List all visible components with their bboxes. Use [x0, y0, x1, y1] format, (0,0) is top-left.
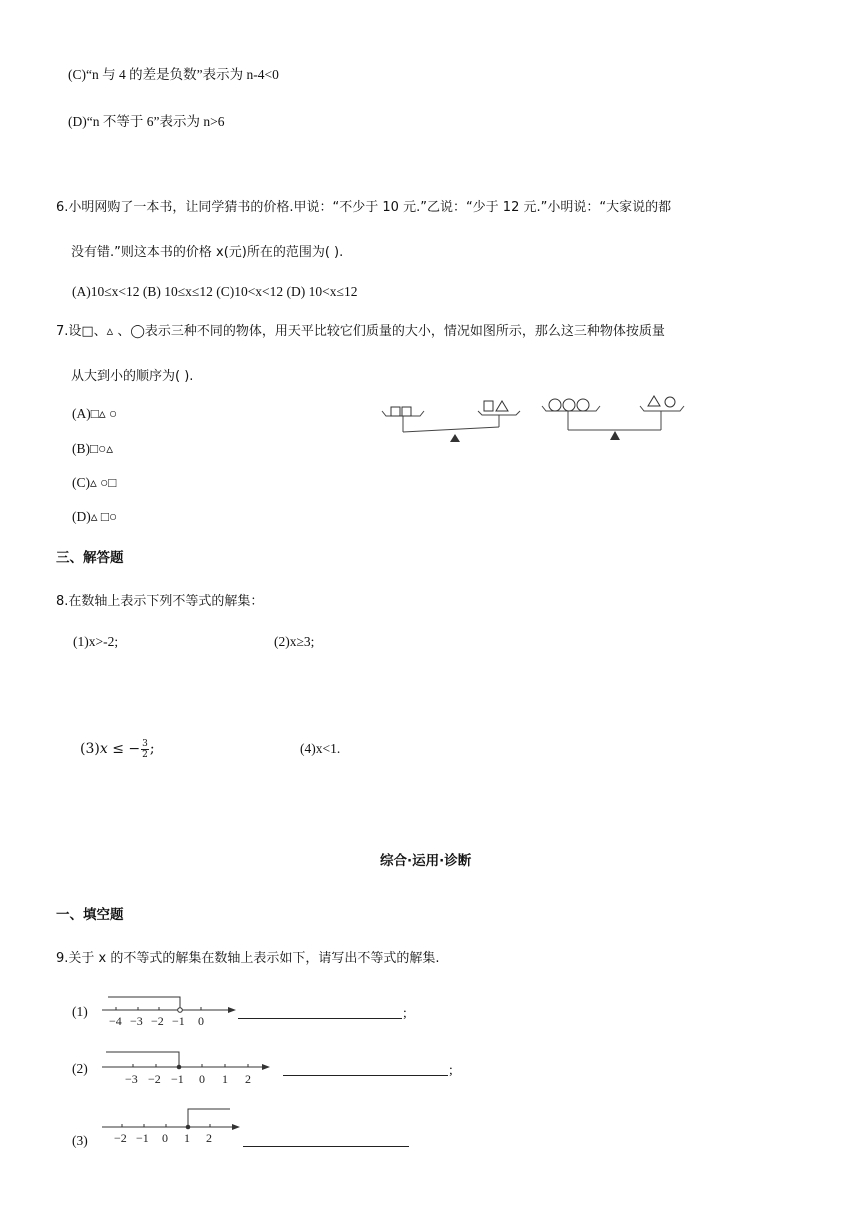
axis3-tick-label: 1 [184, 1131, 190, 1145]
q9-answer-blank-2[interactable] [283, 1075, 448, 1076]
axis1-tick-label: −2 [151, 1014, 164, 1028]
axis2-tick-label: 2 [245, 1072, 251, 1086]
q9-semicolon-1: ; [403, 1005, 407, 1020]
axis2-tick-label: −3 [125, 1072, 138, 1086]
axis1-tick-label: −1 [172, 1014, 185, 1028]
q9-stem: 9.关于 x 的不等式的解集在数轴上表示如下，请写出不等式的解集. [56, 951, 440, 966]
q8-item-2: (2)x≥3; [274, 634, 315, 649]
number-line-1 [100, 992, 250, 1032]
axis1-tick-label: −3 [130, 1014, 143, 1028]
axis2-tick-label: −1 [171, 1072, 184, 1086]
q9-label-3: (3) [72, 1133, 88, 1148]
fraction-denominator: 2 [142, 749, 148, 760]
q5-option-c: (C)“n 与 4 的差是负数”表示为 n-4<0 [68, 67, 279, 82]
q6-stem-line1: 6.小明网购了一本书，让同学猜书的价格.甲说：“不少于 10 元.”乙说：“少于 12 元.”小明说：“大家说的都 [56, 200, 672, 215]
axis3-tick-label: −2 [114, 1131, 127, 1145]
q6-stem-line2: 没有错.”则这本书的价格 x(元)所在的范围为( ). [71, 245, 344, 260]
balance-scale-figure-1 [378, 396, 528, 446]
q9-semicolon-2: ; [449, 1062, 453, 1077]
axis3-tick-label: 0 [162, 1131, 168, 1145]
q9-answer-blank-1[interactable] [238, 1018, 402, 1019]
q8-item-3-fraction [141, 739, 149, 760]
axis1-tick-label: 0 [198, 1014, 204, 1028]
q8-item-3-suffix: ; [149, 741, 155, 757]
axis3-tick-label: −1 [136, 1131, 149, 1145]
number-line-2 [100, 1049, 280, 1089]
q8-item-3-expr: x ≤ − [99, 741, 141, 757]
q9-label-1: (1) [72, 1004, 88, 1019]
q9-answer-blank-3[interactable] [243, 1146, 409, 1147]
q7-option-d: (D)▵ □○ [72, 509, 118, 524]
axis2-tick-label: 1 [222, 1072, 228, 1086]
section-1-title: 一、填空题 [56, 907, 124, 923]
axis1-tick-label: −4 [109, 1014, 122, 1028]
axis2-tick-label: 0 [199, 1072, 205, 1086]
q8-item-1: (1)x>-2; [73, 634, 119, 649]
number-line-3 [100, 1106, 250, 1148]
q6-options: (A)10≤x<12 (B) 10≤x≤12 (C)10<x<12 (D) 10<x≤12 [72, 284, 358, 299]
q8-stem: 8.在数轴上表示下列不等式的解集： [56, 594, 264, 609]
q7-option-b: (B)□○▵ [72, 441, 114, 456]
q7-option-a: (A)□▵ ○ [72, 406, 118, 421]
axis2-tick-label: −2 [148, 1072, 161, 1086]
center-heading: 综合·运用·诊断 [380, 853, 472, 869]
q5-option-d: (D)“n 不等于 6”表示为 n>6 [68, 114, 225, 129]
axis3-tick-label: 2 [206, 1131, 212, 1145]
q8-item-3-prefix: (3) [80, 741, 100, 757]
section-3-title: 三、解答题 [56, 550, 124, 566]
fraction-numerator: 3 [142, 738, 148, 749]
q7-option-c: (C)▵ ○□ [72, 475, 117, 490]
q7-stem-line2: 从大到小的顺序为( ). [71, 369, 194, 384]
q7-stem-line1: 7.设□、▵ 、◯表示三种不同的物体，用天平比较它们质量的大小，情况如图所示，那么这三种物体按质量 [56, 324, 665, 339]
q9-label-2: (2) [72, 1061, 88, 1076]
balance-scale-figure-2 [540, 393, 700, 443]
q8-item-4: (4)x<1. [300, 741, 341, 756]
q8-item-3 [80, 738, 155, 760]
